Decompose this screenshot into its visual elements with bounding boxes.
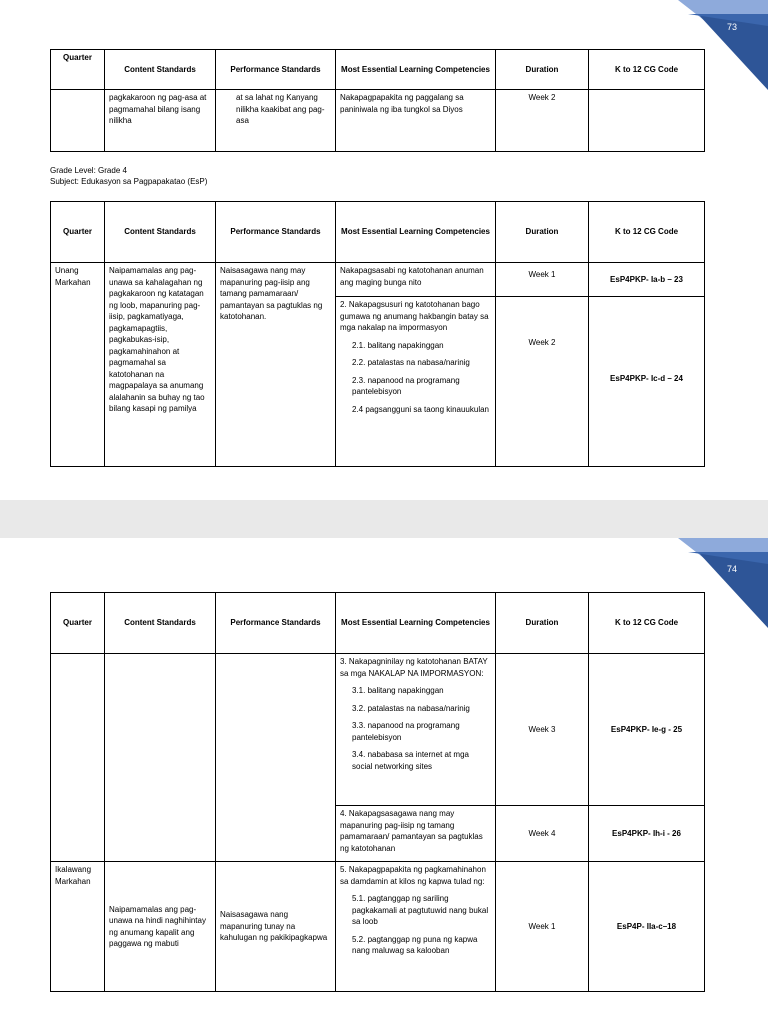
cell-code: EsP4PKP- Ia-b – 23 [589, 263, 705, 297]
header-content-standards: Content Standards [105, 50, 216, 90]
melc-subitem: 2.3. napanood na programang pantelebisyon [352, 375, 460, 396]
melc-subitem: 3.2. patalastas na nabasa/narinig [352, 703, 470, 713]
cell-content-standards: pagkakaroon ng pag-asa at pagmamahal bilang isang nilikha [105, 90, 216, 152]
curriculum-table-continued [50, 49, 705, 152]
melc-item: 5. Nakapagpapakita ng pagkamahinahon sa damdamin at kilos ng kapwa tulad ng: [340, 865, 486, 886]
melc-subitem: 3.1. balitang napakinggan [352, 686, 444, 695]
cell-quarter [51, 90, 105, 152]
cell-code: EsP4PKP- Ie-g - 25 [589, 654, 705, 806]
cell-code [589, 90, 705, 152]
cell-quarter: Unang Markahan [51, 263, 105, 467]
cell-duration: Week 2 [496, 297, 589, 467]
cell-duration: Week 1 [496, 263, 589, 297]
header-melc: Most Essential Learning Competencies [336, 593, 496, 654]
header-quarter: Quarter [51, 50, 105, 90]
cell-content-standards [105, 654, 216, 862]
cell-code: EsP4PKP- Ic-d – 24 [589, 297, 705, 467]
header-content-standards: Content Standards [105, 202, 216, 263]
melc-subitem: 3.3. napanood na programang pantelebisyon [352, 721, 460, 742]
cell-duration: Week 1 [496, 862, 589, 992]
cell-melc [336, 297, 496, 467]
header-content-standards: Content Standards [105, 593, 216, 654]
header-melc: Most Essential Learning Competencies [336, 50, 496, 90]
cell-code: EsP4PKP- Ih-i - 26 [589, 806, 705, 862]
melc-subitem: 2.4 pagsangguni sa taong kinauukulan [352, 404, 489, 414]
document-page-73 [0, 0, 768, 500]
melc-subitem: 5.1. pagtanggap ng sariling pagkakamali at pagtutuwid nang bukal sa loob [352, 894, 489, 926]
cell-content-standards: Naipamamalas ang pag-unawa na hindi naghihintay ng anumang kapalit ang paggawa ng mabuti [105, 862, 216, 992]
header-performance-standards: Performance Standards [216, 202, 336, 263]
cell-duration: Week 4 [496, 806, 589, 862]
header-quarter: Quarter [51, 202, 105, 263]
header-melc: Most Essential Learning Competencies [336, 202, 496, 263]
melc-item: 3. Nakapagninilay ng katotohanan BATAY sa mga NAKALAP NA IMPORMASYON: [340, 657, 488, 678]
cell-code: EsP4P- IIa-c–18 [589, 862, 705, 992]
cell-content-standards: Naipamamalas ang pag-unawa sa kahalagahan ng pagkakaroon ng katatagan ng loob, mapanuring pag-iisip, pagkamatiyaga, pagkamapagtiis, pagkabukas-isip, pagkamahinahon at pagmamahal sa katotohanan na magpapalaya sa anumang alalahanin sa buhay ng tao bilang kasapi ng pamilya [105, 263, 216, 467]
document-page-74 [0, 538, 768, 1024]
melc-subitem: 3.4. nababasa sa internet at mga social networking sites [352, 750, 469, 771]
cell-duration: Week 2 [496, 90, 589, 152]
header-performance-standards: Performance Standards [216, 50, 336, 90]
header-quarter: Quarter [51, 593, 105, 654]
melc-subitem: 5.2. pagtanggap ng puna ng kapwa nang maluwag sa kalooban [352, 934, 478, 955]
cell-quarter [51, 654, 105, 862]
melc-item: 2. Nakapagsusuri ng katotohanan bago gumawa ng anumang hakbangin batay sa mga nakalap na impormasyon [340, 300, 489, 332]
cell-performance-standards: at sa lahat ng Kanyang nilikha kaakibat ang pag-asa [216, 90, 336, 152]
cell-performance-standards [216, 654, 336, 862]
header-code: K to 12 CG Code [589, 50, 705, 90]
header-performance-standards: Performance Standards [216, 593, 336, 654]
page-number: 73 [727, 22, 738, 32]
curriculum-table [50, 201, 705, 467]
header-code: K to 12 CG Code [589, 202, 705, 263]
cell-melc: 4. Nakapagsasagawa nang may mapanuring pag-iisip ng tamang pamamaraan/ pamantayan sa pagtuklas ng katotohanan [336, 806, 496, 862]
page-number: 74 [727, 564, 738, 574]
cell-quarter: Ikalawang Markahan [51, 862, 105, 992]
cell-duration: Week 3 [496, 654, 589, 806]
cell-melc [336, 654, 496, 806]
cell-melc: Nakapagsasabi ng katotohanan anuman ang maging bunga nito [336, 263, 496, 297]
melc-subitem: 2.2. patalastas na nabasa/narinig [352, 358, 470, 367]
subject: Subject: Edukasyon sa Pagpapakatao (EsP) [50, 177, 208, 186]
cell-melc: Nakapagpapakita ng paggalang sa paniniwala ng iba tungkol sa Diyos [336, 90, 496, 152]
cell-performance-standards: Naisasagawa nang may mapanuring pag-iisip ang tamang pamamaraan/ pamantayan sa pagtuklas ng katotohanan. [216, 263, 336, 467]
curriculum-table [50, 592, 705, 992]
grade-level: Grade Level: Grade 4 [50, 166, 127, 175]
header-duration: Duration [496, 593, 589, 654]
header-duration: Duration [496, 50, 589, 90]
melc-subitem: 2.1. balitang napakinggan [352, 340, 444, 350]
cell-melc [336, 862, 496, 992]
header-duration: Duration [496, 202, 589, 263]
header-code: K to 12 CG Code [589, 593, 705, 654]
cell-performance-standards: Naisasagawa nang mapanuring tunay na kahulugan ng pakikipagkapwa [216, 862, 336, 992]
